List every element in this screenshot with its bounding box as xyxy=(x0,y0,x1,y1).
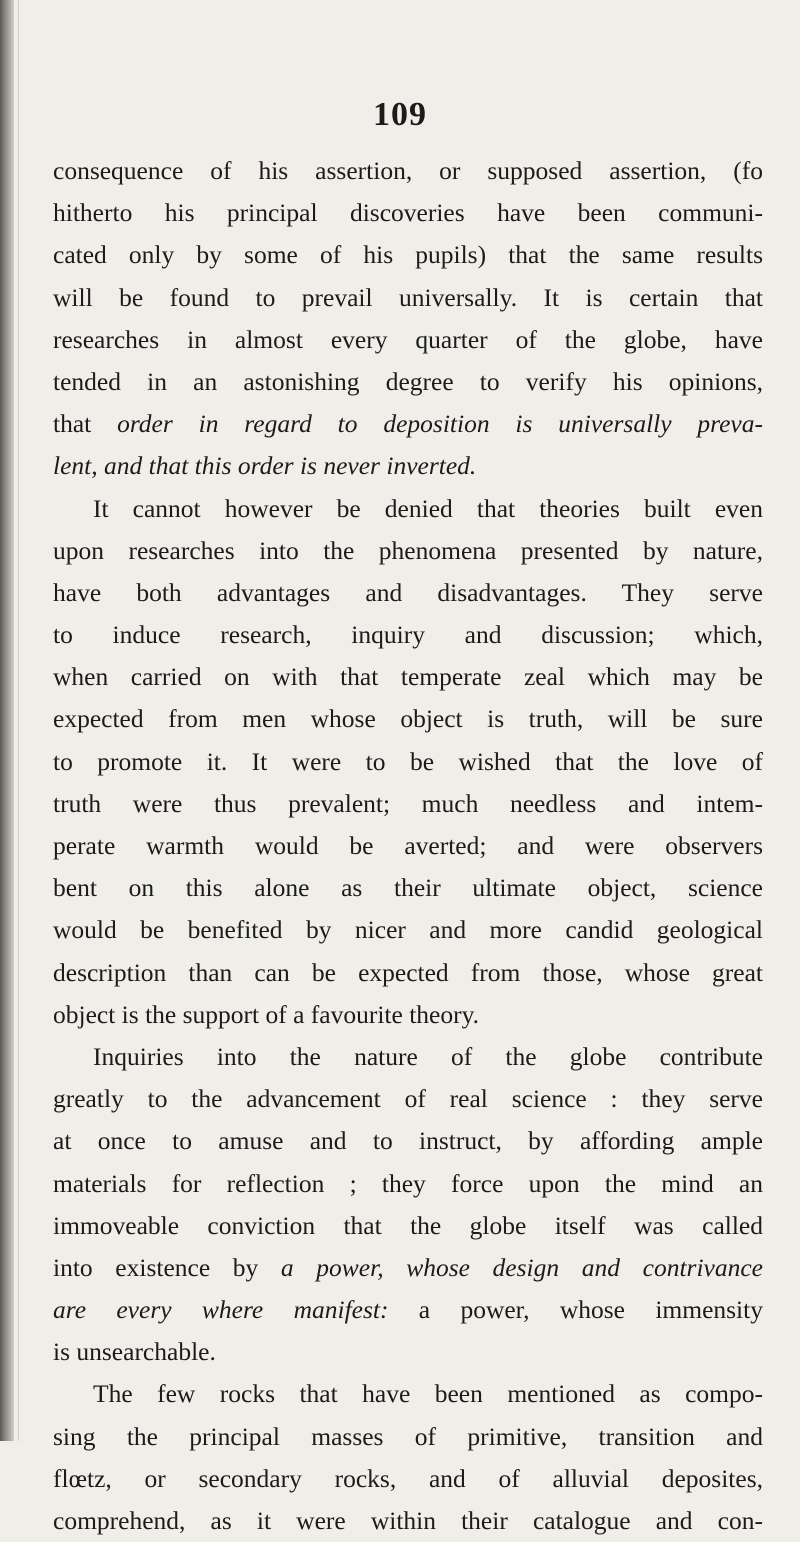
text-run: that xyxy=(53,409,118,439)
text-line: to promote it. It were to be wished that the love of xyxy=(53,746,763,776)
text-line: researches in almost every quarter of the globe, have xyxy=(53,324,763,354)
text-line: hitherto his principal discoveries have been communi- xyxy=(53,198,763,228)
text-line: cated only by some of his pupils) that the same results xyxy=(53,240,763,270)
text-line: tended in an astonishing degree to verify his opinions, xyxy=(53,366,763,396)
text-line xyxy=(53,1247,763,1289)
text-line xyxy=(53,445,763,487)
text-line: upon researches into the phenomena presented by nature, xyxy=(53,535,763,565)
book-spine-shadow xyxy=(0,0,14,1441)
italic-run: a power, whose design and contrivance xyxy=(280,1252,763,1282)
gutter-line xyxy=(18,0,19,1441)
italic-run: order in regard to deposition is universally preva- xyxy=(117,409,763,439)
text-line: to induce research, inquiry and discussion; which, xyxy=(53,620,763,650)
text-line: sing the principal masses of primitive, transition and xyxy=(53,1421,763,1451)
text-line xyxy=(53,403,763,445)
text-line: flœtz, or secondary rocks, and of alluvial deposites, xyxy=(53,1463,763,1493)
text-line: have both advantages and disadvantages. They serve xyxy=(53,577,763,607)
text-run: into existence by xyxy=(53,1252,281,1282)
text-run: a power, whose immensity xyxy=(388,1295,763,1325)
text-line: greatly to the advancement of real science : they serve xyxy=(53,1084,763,1114)
text-line: description than can be expected from those, whose great xyxy=(53,957,763,987)
text-line: expected from men whose object is truth, will be sure xyxy=(53,704,763,734)
text-line: at once to amuse and to instruct, by affording ample xyxy=(53,1126,763,1156)
body-text xyxy=(53,150,763,1542)
text-line: is unsearchable. xyxy=(53,1337,216,1367)
text-line: object is the support of a favourite theory. xyxy=(53,999,480,1029)
text-line: truth were thus prevalent; much needless and intem- xyxy=(53,788,763,818)
text-line: when carried on with that temperate zeal which may be xyxy=(53,662,763,692)
italic-run: are every where manifest: xyxy=(53,1295,389,1325)
text-line: Inquiries into the nature of the globe contribute xyxy=(93,1041,763,1071)
text-line: It cannot however be denied that theories built even xyxy=(93,493,763,523)
text-line: immoveable conviction that the globe itself was called xyxy=(53,1210,763,1240)
text-line: will be found to prevail universally. It is certain that xyxy=(53,282,763,312)
italic-run: lent, and that this order is never inverted. xyxy=(53,451,477,481)
text-line: consequence of his assertion, or supposed assertion, (fo xyxy=(53,156,763,185)
page-number: 109 xyxy=(373,96,427,133)
text-line: bent on this alone as their ultimate object, science xyxy=(53,873,763,903)
text-line: The few rocks that have been mentioned as compo- xyxy=(93,1379,763,1409)
text-line: comprehend, as it were within their catalogue and con- xyxy=(53,1506,763,1535)
text-line: materials for reflection ; they force upon the mind an xyxy=(53,1168,763,1198)
text-line: perate warmth would be averted; and were observers xyxy=(53,831,763,860)
text-line xyxy=(53,1289,763,1331)
text-line: would be benefited by nicer and more candid geological xyxy=(53,915,763,945)
